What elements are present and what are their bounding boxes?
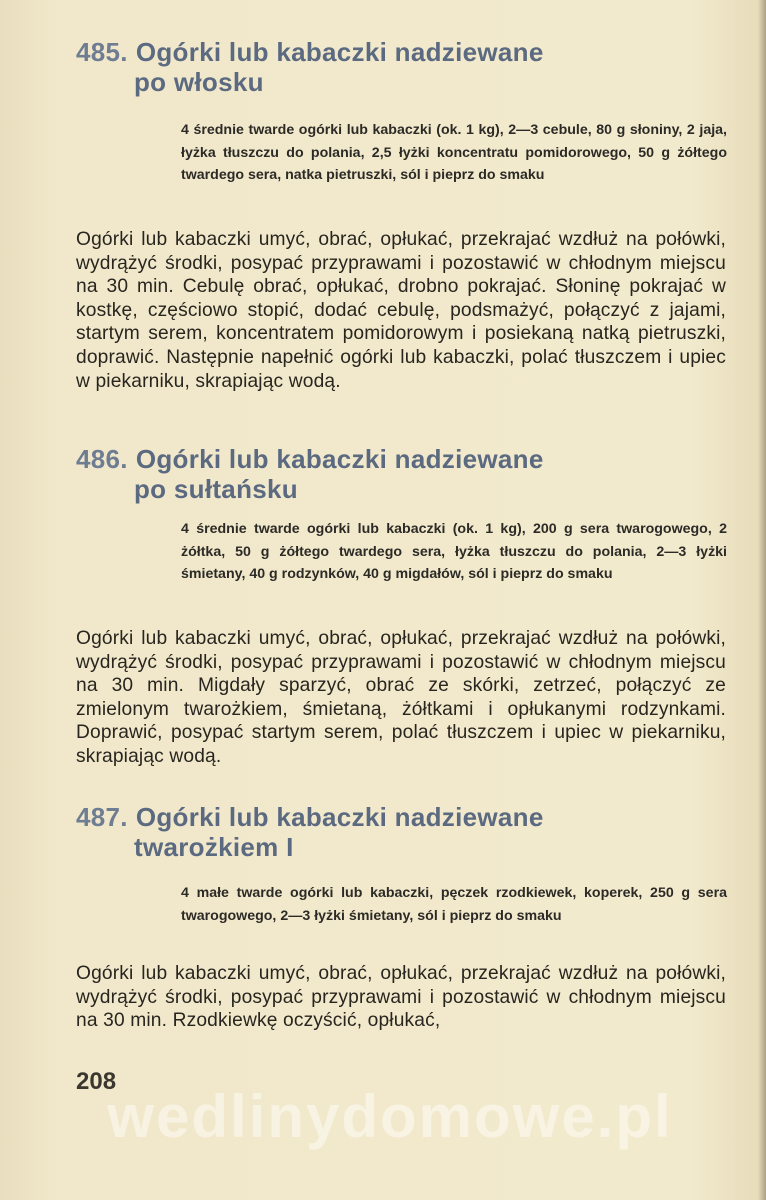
recipe-number: 487. (76, 802, 128, 832)
instructions-486: Ogórki lub kabaczki umyć, obrać, opłukać, przekrajać wzdłuż na połówki, wydrążyć środki, posypać przyprawami i pozostawić w chłodnym miejscu na 30 min. Migdały sparzyć, obrać ze skórki, zetrzeć, połączyć ze zmielonym twarożkiem, śmietaną, żółtkami i opłukanymi rodzynkami. Doprawić, posypać startym serem, polać tłuszczem i upiec w piekarniku, skrapiając wodą. (76, 628, 726, 767)
recipe-number: 485. (76, 37, 128, 67)
recipe-title-line1: Ogórki lub kabaczki nadziewane (135, 802, 544, 832)
recipe-title-486 (76, 444, 716, 504)
recipe-title-line2: po sułtańsku (134, 474, 298, 504)
ingredients-486: 4 średnie twarde ogórki lub kabaczki (ok. 1 kg), 200 g sera twarogowego, 2 żółtka, 50 g żółtego twardego sera, łyżka tłuszczu do polania, 2—3 łyżki śmietany, 40 g rodzynków, 40 g migdałów, sól i pieprz do smaku (181, 521, 727, 582)
instructions-485: Ogórki lub kabaczki umyć, obrać, opłukać, przekrajać wzdłuż na połówki, wydrążyć środki, posypać przyprawami i pozostawić w chłodnym miejscu na 30 min. Cebulę obrać, opłukać, drobno pokrajać. Słoninę pokrajać w kostkę, częściowo stopić, dodać cebulę, podsmażyć, połączyć z jajami, startym serem, koncentratem pomidorowym i posiekaną natką pietruszki, doprawić. Następnie napełnić ogórki lub kabaczki, polać tłuszczem i upiec w piekarniku, skrapiając wodą. (76, 229, 726, 392)
recipe-title-line2: twarożkiem I (134, 832, 294, 862)
ingredients-485: 4 średnie twarde ogórki lub kabaczki (ok. 1 kg), 2—3 cebule, 80 g słoniny, 2 jaja, łyżka tłuszczu do polania, 2,5 łyżki koncentratu pomidorowego, 50 g żółtego twardego sera, natka pietruszki, sól i pieprz do smaku (181, 122, 727, 183)
recipe-number: 486. (76, 444, 128, 474)
instructions-487: Ogórki lub kabaczki umyć, obrać, opłukać, przekrajać wzdłuż na połówki, wydrążyć środki, posypać przyprawami i pozostawić w chłodnym miejscu na 30 min. Rzodkiewkę oczyścić, opłukać, (76, 963, 726, 1032)
page-number: 208 (76, 1068, 117, 1095)
recipe-title-487 (76, 802, 716, 862)
recipe-title-line1: Ogórki lub kabaczki nadziewane (135, 37, 544, 67)
watermark-text: wedlinydomowe.pl (107, 1083, 673, 1150)
recipe-title-line1: Ogórki lub kabaczki nadziewane (135, 444, 544, 474)
recipe-title-485 (76, 37, 716, 97)
ingredients-487: 4 małe twarde ogórki lub kabaczki, pęczek rzodkiewek, koperek, 250 g sera twarogowego, 2—3 łyżki śmietany, sól i pieprz do smaku (181, 885, 727, 924)
recipe-title-line2: po włosku (134, 67, 264, 97)
